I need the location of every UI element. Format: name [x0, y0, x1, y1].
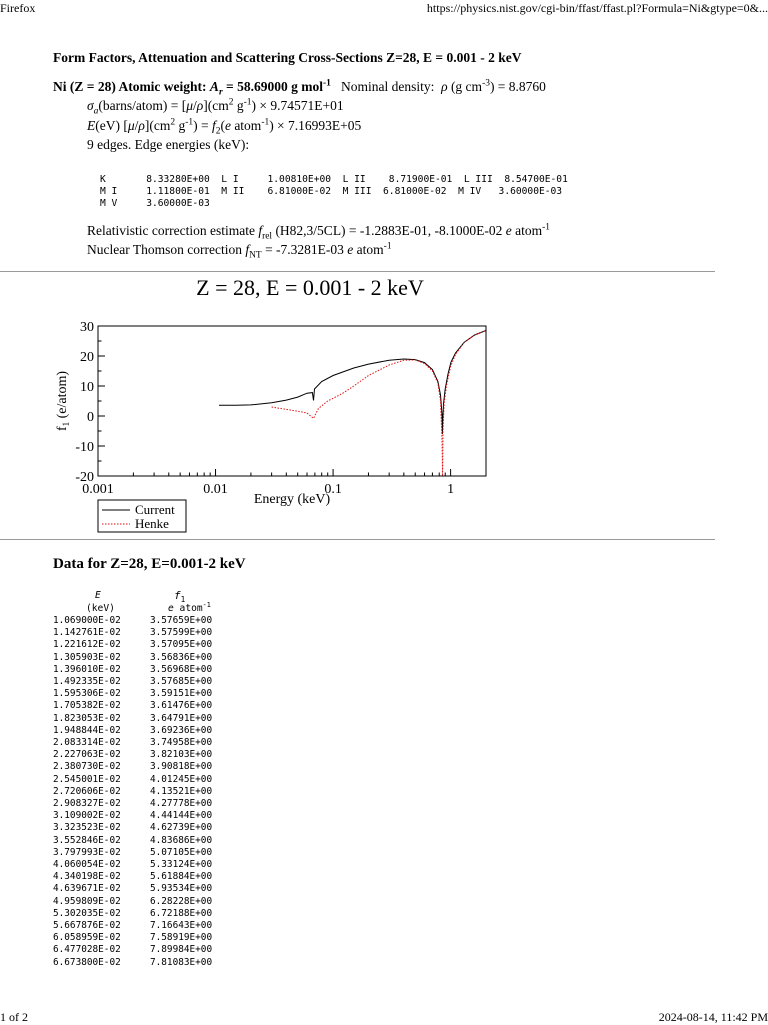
exp-minus-1: -1: [243, 97, 252, 108]
atom-exponent: -1: [261, 117, 270, 128]
table-cell-f1: 3.59151E+00: [150, 688, 213, 700]
table-cell-energy: 2.083314E-02: [53, 737, 121, 748]
table-cell-energy: 4.959809E-02: [53, 895, 121, 907]
element-info-line: [53, 78, 546, 98]
table-cell-energy: 2.720606E-02: [53, 785, 121, 797]
exp-2: 2: [170, 117, 176, 128]
sigma-factor: ) × 9.74571E+01: [251, 98, 344, 113]
table-cell-f1: 5.07105E+00: [150, 846, 213, 858]
f-symbol: f: [174, 589, 181, 602]
table-cell-f1: 4.13521E+00: [150, 785, 213, 797]
legend-current-label: Current: [135, 502, 175, 517]
x-tick-label: 0.01: [203, 482, 228, 497]
table-cell-f1: 3.64791E+00: [150, 712, 213, 724]
edges-row-2: M I 1.11800E-01 M II 6.81000E-02 M III 6.81000E-02 M IV 3.60000E-03: [100, 186, 563, 197]
ar-exponent: -1: [322, 78, 331, 89]
g-unit: g: [175, 118, 186, 133]
table-cell-energy: 2.545001E-02: [53, 773, 121, 785]
relativistic-correction-line: [87, 222, 551, 242]
x-tick-label: 0.001: [82, 482, 114, 497]
y-tick-label: -20: [75, 470, 94, 485]
rho-symbol: ρ: [441, 79, 448, 94]
rho-symbol: ρ: [196, 98, 204, 113]
f-subscript: 2: [215, 126, 221, 137]
series-line-henke: [272, 331, 486, 477]
chart-title: Z = 28, E = 0.001 - 2 keV: [196, 275, 424, 300]
table-cell-energy: 2.380730E-02: [53, 761, 121, 773]
atom-unit: atom: [173, 603, 203, 614]
e-charge: e: [505, 223, 512, 238]
chart-legend: [98, 500, 186, 532]
f-symbol: f: [211, 118, 216, 133]
col-e-unit: (keV): [86, 603, 115, 614]
y-tick-label: 10: [80, 380, 94, 395]
edges-row-3: M V 3.60000E-03: [100, 198, 210, 209]
table-cell-energy: 1.823053E-02: [53, 712, 121, 724]
table-cell-f1: 4.01245E+00: [150, 773, 213, 785]
density-units: (g cm: [447, 79, 483, 94]
table-cell-f1: 3.56968E+00: [150, 663, 213, 675]
nuc-pre: Nuclear Thomson correction: [87, 242, 246, 257]
sigma-mid: ](cm: [203, 98, 229, 113]
sigma-symbol: σ: [87, 98, 94, 113]
atomic-weight-value: = 58.69000 g mol: [222, 79, 323, 94]
atom-exponent: -1: [542, 222, 551, 233]
table-cell-energy: 1.948844E-02: [53, 724, 121, 736]
equals: ) =: [193, 118, 212, 133]
table-cell-energy: 1.492335E-02: [53, 676, 121, 687]
table-cell-energy: 1.705382E-02: [53, 700, 121, 712]
table-cell-f1: 3.57095E+00: [150, 639, 213, 651]
svg-text:f1 (e/atom): $f_1$ (e/atom): [55, 370, 71, 432]
table-cell-f1: 3.57685E+00: [150, 676, 213, 687]
table-cell-f1: 6.28228E+00: [150, 895, 213, 907]
f-symbol: f: [245, 242, 250, 257]
exp-minus-1: -1: [185, 117, 194, 128]
print-footer-date: 2024-08-14, 11:42 PM: [658, 1010, 768, 1024]
table-cell-f1: 5.93534E+00: [150, 883, 213, 895]
atom-unit: atom: [511, 223, 543, 238]
e-symbol: E: [87, 118, 96, 133]
y-tick-label: 30: [80, 320, 94, 335]
table-cell-f1: 7.81083E+00: [150, 956, 213, 968]
data-heading: Data for Z=28, E=0.001-2 keV: [53, 556, 246, 572]
table-cell-f1: 3.57599E+00: [150, 627, 213, 639]
f1-chart: [52, 273, 492, 535]
nuclear-thomson-line: [87, 241, 392, 261]
table-cell-f1: 4.27778E+00: [150, 798, 213, 809]
f-nt-subscript: NT: [249, 250, 262, 261]
table-cell-energy: 3.109002E-02: [53, 810, 121, 822]
table-cell-f1: 3.90818E+00: [150, 761, 213, 773]
table-cell-f1: 7.16643E+00: [150, 920, 213, 931]
table-cell-f1: 4.44144E+00: [150, 810, 213, 822]
print-header-title: Firefox: [0, 1, 36, 15]
table-cell-f1: 7.58919E+00: [150, 932, 213, 944]
table-cell-f1: 4.83686E+00: [150, 834, 213, 846]
table-cell-f1: 3.56836E+00: [150, 651, 213, 663]
paren-open: (: [220, 118, 225, 133]
series-line-current: [219, 331, 486, 435]
y-axis-label: [55, 371, 71, 431]
table-cell-energy: 1.595306E-02: [53, 688, 121, 700]
table-cell-f1: 3.61476E+00: [150, 700, 213, 712]
page-title: Form Factors, Attenuation and Scattering Cross-Sections Z=28, E = 0.001 - 2 keV: [53, 50, 522, 65]
edges-row-1: K 8.33280E+00 L I 1.00810E+00 L II 8.71900E-01 L III 8.54700E-01: [100, 174, 568, 185]
table-cell-f1: 5.33124E+00: [150, 859, 213, 870]
table-cell-energy: 6.058959E-02: [53, 932, 121, 944]
x-tick-label: 0.1: [324, 482, 342, 497]
ar-subscript: r: [218, 87, 223, 98]
x-tick-label: 1: [447, 482, 455, 497]
table-cell-energy: 4.340198E-02: [53, 871, 121, 883]
energy-mid: ](cm: [144, 118, 171, 133]
density-label: Nominal density:: [340, 79, 438, 94]
e-charge: e: [347, 242, 354, 257]
table-cell-energy: 6.673800E-02: [53, 956, 121, 968]
energy-conversion-line: [87, 117, 362, 137]
col-f1-unit: [168, 600, 211, 614]
table-cell-f1: 3.57659E+00: [150, 615, 213, 626]
table-cell-energy: 2.908327E-02: [53, 798, 121, 809]
sigma-pre: (barns/atom) = [: [98, 98, 187, 113]
x-axis-label: Energy (keV): [253, 492, 331, 507]
table-cell-energy: 1.221612E-02: [53, 639, 121, 651]
legend-henke-label: Henke: [135, 516, 169, 531]
rel-values: (H82,3/5CL) = -1.2883E-01, -8.1000E-02: [272, 223, 506, 238]
table-cell-f1: 4.62739E+00: [150, 822, 213, 834]
table-cell-f1: 3.74958E+00: [150, 737, 213, 748]
f-rel-subscript: rel: [262, 231, 273, 242]
print-footer-page: 1 of 2: [0, 1010, 28, 1024]
edges-title: 9 edges. Edge energies (keV):: [87, 137, 250, 152]
table-cell-energy: 1.396010E-02: [53, 663, 121, 675]
table-cell-energy: 1.142761E-02: [53, 627, 121, 639]
f1-subscript: 1: [180, 595, 186, 605]
divider-top: [0, 271, 715, 272]
table-cell-energy: 5.667876E-02: [53, 920, 121, 931]
table-cell-f1: 3.82103E+00: [150, 749, 213, 761]
f-symbol: f: [258, 223, 263, 238]
y-tick-label: -10: [75, 440, 94, 455]
table-cell-energy: 1.305903E-02: [53, 651, 121, 663]
element-label: Ni (Z = 28) Atomic weight:: [53, 79, 210, 94]
table-cell-energy: 2.227063E-02: [53, 749, 121, 761]
table-cell-energy: 6.477028E-02: [53, 944, 121, 956]
atom-exponent: -1: [202, 600, 211, 609]
energy-factor: ) × 7.16993E+05: [269, 118, 362, 133]
mu-symbol: μ: [127, 118, 135, 133]
e-charge: e: [224, 118, 231, 133]
table-cell-f1: 5.61884E+00: [150, 871, 213, 883]
ar-symbol: A: [209, 79, 219, 94]
table-cell-energy: 5.302035E-02: [53, 907, 121, 919]
print-header-url: https://physics.nist.gov/cgi-bin/ffast/ffast.pl?Formula=Ni&gtype=0&...: [426, 1, 768, 15]
atom-unit: atom: [353, 242, 384, 257]
nuc-value: = -7.3281E-03: [261, 242, 348, 257]
sigma-conversion-line: [87, 97, 344, 117]
col-e-symbol: E: [95, 590, 101, 601]
y-tick-label: 0: [87, 410, 94, 425]
table-cell-energy: 3.552846E-02: [53, 834, 121, 846]
energy-pre: (eV) [: [95, 118, 128, 133]
e-charge: e: [168, 603, 174, 614]
col-f1-symbol: [174, 589, 186, 605]
table-cell-f1: 6.72188E+00: [150, 907, 213, 919]
atom-exponent: -1: [383, 241, 392, 252]
table-cell-energy: 4.060054E-02: [53, 859, 121, 870]
table-cell-f1: 3.69236E+00: [150, 724, 213, 736]
divider-bottom: [0, 539, 715, 540]
slash: /: [193, 98, 197, 113]
g-unit: g: [233, 98, 244, 113]
rel-pre: Relativistic correction estimate: [87, 223, 259, 238]
plot-frame: [98, 326, 486, 476]
table-cell-energy: 3.797993E-02: [53, 846, 121, 858]
atom-unit: atom: [230, 118, 262, 133]
chart-series: [219, 331, 486, 477]
slash: /: [134, 118, 139, 133]
rho-symbol: ρ: [138, 118, 145, 133]
table-cell-energy: 1.069000E-02: [53, 615, 121, 626]
density-value: ) = 8.8760: [489, 79, 546, 94]
table-cell-f1: 7.89984E+00: [150, 944, 213, 956]
table-cell-energy: 3.323523E-02: [53, 822, 121, 834]
exp-2: 2: [228, 97, 234, 108]
mu-symbol: μ: [186, 98, 194, 113]
density-units-exponent: -3: [482, 78, 490, 89]
sigma-subscript: a: [93, 106, 99, 117]
table-cell-energy: 4.639671E-02: [53, 883, 121, 895]
y-tick-label: 20: [80, 350, 94, 365]
